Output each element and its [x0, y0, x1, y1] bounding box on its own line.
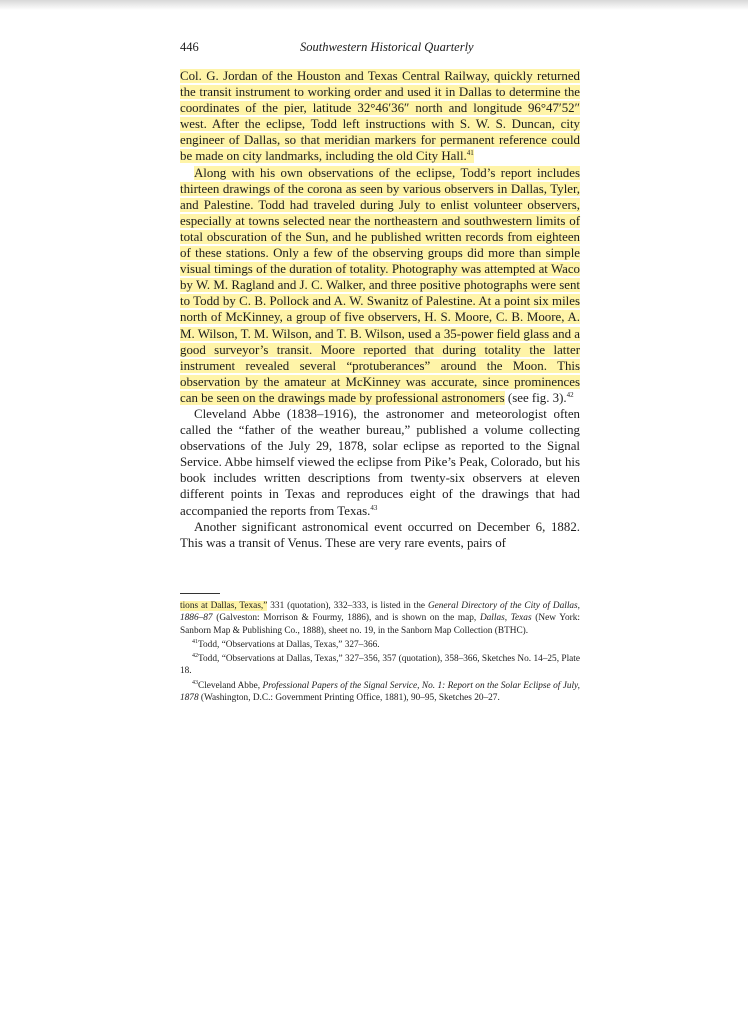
- footnote-42: [180, 653, 580, 678]
- footnote-title: General Directory of the City of Dallas, 1886–87: [180, 601, 581, 624]
- footnote-text: Cleveland Abbe,: [198, 680, 263, 691]
- paragraph-4: [180, 519, 580, 551]
- footnote-text: (Washington, D.C.: Government Printing Office, 1881), 90–95, Sketches 20–27.: [198, 693, 500, 704]
- footnote-divider: [180, 593, 220, 594]
- footnote-number: 43: [192, 679, 198, 686]
- footnote-ref-42: 42: [566, 390, 574, 399]
- footnote-text: Todd, “Observations at Dallas, Texas,” 327–356, 357 (quotation), 358–366, Sketches No. 14–25, Plate 18.: [180, 654, 580, 677]
- page-number: 446: [180, 40, 199, 54]
- paragraph-3: [180, 406, 580, 519]
- page-header: [180, 40, 580, 58]
- footnote-highlighted-text: tions at Dallas, Texas,”: [180, 601, 268, 611]
- paragraph-4-text: Another significant astronomical event occurred on December 6, 1882. This was a transit of Venus. These are very rare events, pairs of: [180, 519, 580, 550]
- footnote-ref-41: 41: [466, 149, 474, 158]
- footnote-number: 41: [192, 638, 198, 645]
- footnote-continued: [180, 600, 580, 637]
- highlighted-text: [180, 69, 580, 163]
- footnote-text: Todd, “Observations at Dallas, Texas,” 327–366.: [198, 639, 380, 650]
- paragraph-2-text: Along with his own observations of the eclipse, Todd’s report includes thirteen drawings of the corona as seen by various observers in Dallas, Tyler, and Palestine. Todd had traveled during July to enlist volunteer observers, especially at towns selected near the northeastern and southwestern limits of total obscuration of the Sun, and he published written records from eighteen of these stations. Only a few of the observing groups did more than simple visual timings of the duration of totality. Photography was attempted at Waco by W. M. Ragland and J. C. Walker, and three positive photographs were sent to Todd by C. B. Pollock and A. W. Swanitz of Palestine. At a point six miles north of McKinney, a group of five observers, H. S. Moore, C. B. Moore, A. M. Wilson, T. M. Wilson, and T. B. Wilson, used a 35-power field glass and a good surveyor’s transit. Moore reported that during totality the latter instrument revealed several “protuberances” around the Moon. This observation by the amateur at McKinney was accurate, since prominences can be seen on the drawings made by professional astronomers: [180, 165, 580, 405]
- highlighted-text: [180, 166, 580, 405]
- footnote-title: Dallas, Texas: [479, 613, 532, 624]
- running-title: Southwestern Historical Quarterly: [300, 40, 474, 54]
- footnote-41: [180, 639, 580, 651]
- paragraph-3-text: Cleveland Abbe (1838–1916), the astronomer and meteorologist often called the “father of the weather bureau,” published a volume collecting observations of the July 29, 1878, solar eclipse as reported to the Signal Service. Abbe himself viewed the eclipse from Pike’s Peak, Colorado, but his book includes written descriptions from twenty-six observers at eleven different points in Texas and reproduces eight of the drawings that had accompanied the reports from Texas.: [180, 406, 580, 518]
- footnote-ref-43: 43: [370, 503, 378, 512]
- paragraph-1: [180, 68, 580, 165]
- paragraph-2-tail: (see fig. 3).: [507, 390, 567, 405]
- footnote-43: [180, 680, 580, 705]
- body-text: [180, 68, 580, 551]
- footnote-text: 331 (quotation), 332–333, is listed in the: [267, 601, 428, 611]
- paragraph-2: [180, 165, 580, 406]
- footnote-number: 42: [192, 653, 198, 660]
- footnotes: [180, 600, 580, 706]
- scan-edge-shadow: [0, 0, 748, 10]
- footnote-title: Professional Papers of the Signal Service, No. 1: Report on the Solar Eclipse of July, 1878: [180, 680, 580, 704]
- footnote-text: (New York: Sanborn Map & Publishing Co., 1888), sheet no. 19, in the Sanborn Map Collection (BTHC).: [180, 613, 580, 636]
- paragraph-1-text: Col. G. Jordan of the Houston and Texas Central Railway, quickly returned the transit instrument to working order and used it in Dallas to determine the coordinates of the pier, latitude 32°46′36″ north and longitude 96°47′52″ west. After the eclipse, Todd left instructions with S. W. S. Duncan, city engineer of Dallas, so that meridian markers for permanent reference could be made on city landmarks, including the old City Hall.: [180, 69, 580, 164]
- footnote-text: (Galveston: Morrison & Fourmy, 1886), and is shown on the map,: [212, 613, 480, 624]
